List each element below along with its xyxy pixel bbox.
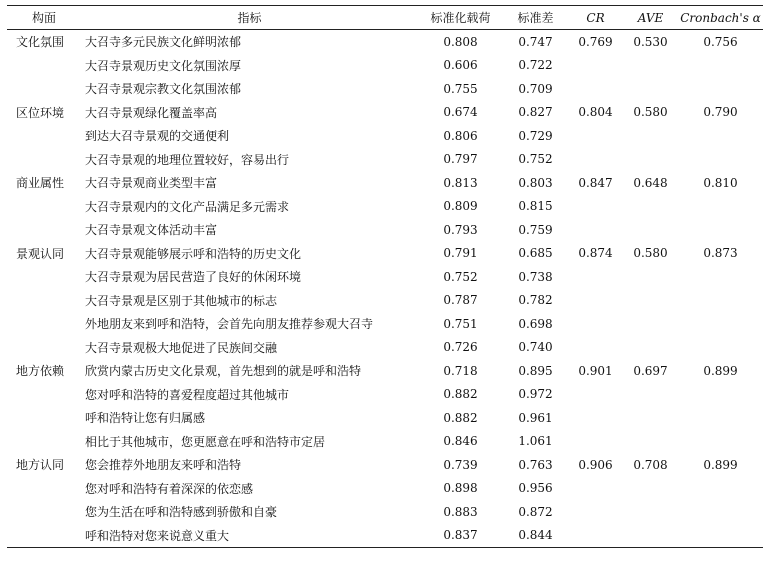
- cell-dimension: [7, 148, 81, 172]
- cell-std: 0.752: [518, 152, 553, 167]
- cell-loading: 0.882: [443, 387, 478, 402]
- cell-std: 0.972: [518, 387, 553, 402]
- cell-std: 0.895: [518, 363, 553, 378]
- cell-std: 0.709: [518, 81, 553, 96]
- cell-cronbach-alpha: [678, 383, 763, 407]
- cell-loading: 0.674: [443, 105, 478, 120]
- cell-dimension: [7, 265, 81, 289]
- cell-std: 0.872: [518, 504, 553, 519]
- cell-cr: [568, 524, 623, 548]
- cell-dimension: 商业属性: [16, 176, 65, 191]
- cell-std: 0.782: [518, 293, 553, 308]
- cell-indicator: 大召寺景观是区别于其他城市的标志: [85, 293, 278, 308]
- cell-cr: [568, 265, 623, 289]
- cell-cronbach-alpha: 0.899: [703, 363, 738, 378]
- cell-ave: [623, 383, 678, 407]
- cell-std: 0.844: [503, 524, 568, 548]
- cell-cronbach-alpha: [678, 265, 763, 289]
- header-ave: AVE: [623, 6, 678, 30]
- cell-indicator: 大召寺景观绿化覆盖率高: [85, 105, 218, 120]
- cell-ave: [623, 500, 678, 524]
- cell-std: 0.747: [518, 34, 553, 49]
- cell-loading: 0.726: [443, 340, 478, 355]
- cell-cronbach-alpha: [678, 336, 763, 360]
- cell-ave: [623, 406, 678, 430]
- cell-cr: [568, 77, 623, 101]
- cell-std: 0.740: [518, 340, 553, 355]
- cell-dimension: [7, 336, 81, 360]
- cell-ave: 0.530: [633, 34, 668, 49]
- cell-dimension: [7, 500, 81, 524]
- cell-cr: 0.901: [578, 363, 613, 378]
- cell-dimension: 地方认同: [16, 458, 65, 473]
- cell-ave: 0.648: [633, 175, 668, 190]
- table-row: [7, 289, 763, 313]
- cell-cr: [568, 195, 623, 219]
- header-indicator: 指标: [81, 6, 418, 30]
- cell-std: 0.815: [518, 199, 553, 214]
- cell-cronbach-alpha: [678, 124, 763, 148]
- cell-dimension: [7, 218, 81, 242]
- cell-dimension: [7, 195, 81, 219]
- cell-cronbach-alpha: [678, 77, 763, 101]
- cell-indicator: 到达大召寺景观的交通便利: [85, 129, 230, 144]
- cell-loading: 0.883: [443, 504, 478, 519]
- cell-ave: [623, 265, 678, 289]
- cell-cronbach-alpha: [678, 477, 763, 501]
- cell-loading: 0.606: [443, 58, 478, 73]
- cell-indicator: 大召寺景观宗教文化氛围浓郁: [85, 82, 242, 97]
- table-row: [7, 477, 763, 501]
- cell-loading: 0.846: [443, 434, 478, 449]
- cell-indicator: 欣赏内蒙古历史文化景观，首先想到的就是呼和浩特: [85, 364, 362, 379]
- cell-cr: [568, 289, 623, 313]
- cell-cronbach-alpha: 0.873: [703, 246, 738, 261]
- cell-indicator: 大召寺多元民族文化鲜明浓郁: [85, 35, 242, 50]
- cell-ave: 0.580: [633, 105, 668, 120]
- cell-indicator: 大召寺景观能够展示呼和浩特的历史文化: [85, 246, 302, 261]
- cell-std: 0.763: [518, 457, 553, 472]
- table-row: [7, 195, 763, 219]
- cell-cr: [568, 54, 623, 78]
- cell-dimension: 地方依赖: [16, 364, 65, 379]
- cell-indicator: 呼和浩特让您有归属感: [85, 411, 206, 426]
- cell-dimension: [7, 406, 81, 430]
- cell-indicator: 大召寺景观文体活动丰富: [85, 223, 218, 238]
- table-row: [7, 148, 763, 172]
- cell-cronbach-alpha: [678, 524, 763, 548]
- cell-ave: [623, 124, 678, 148]
- table-row: [7, 430, 763, 454]
- header-dimension: 构面: [7, 6, 81, 30]
- table-row: [7, 383, 763, 407]
- cell-ave: 0.708: [633, 457, 668, 472]
- cell-cronbach-alpha: [678, 430, 763, 454]
- cell-cronbach-alpha: 0.899: [703, 457, 738, 472]
- cell-dimension: [7, 54, 81, 78]
- table-row: [7, 54, 763, 78]
- cell-cronbach-alpha: [678, 54, 763, 78]
- cell-cr: [568, 312, 623, 336]
- cell-indicator: 您会推荐外地朋友来呼和浩特: [85, 458, 242, 473]
- table-row: [7, 500, 763, 524]
- cell-dimension: 区位环境: [16, 105, 65, 120]
- cell-dimension: [7, 477, 81, 501]
- cell-cr: [568, 430, 623, 454]
- cell-loading: 0.755: [443, 81, 478, 96]
- cell-dimension: 文化氛围: [16, 35, 65, 50]
- cell-std: 0.956: [518, 481, 553, 496]
- cell-cronbach-alpha: [678, 289, 763, 313]
- table-row: [7, 312, 763, 336]
- header-cronbach-alpha: Cronbach's α: [678, 6, 763, 30]
- header-loading: 标准化载荷: [418, 6, 503, 30]
- cell-dimension: [7, 312, 81, 336]
- cell-loading: 0.751: [443, 316, 478, 331]
- cell-ave: [623, 218, 678, 242]
- cell-cronbach-alpha: 0.790: [703, 105, 738, 120]
- cell-indicator: 您对呼和浩特的喜爱程度超过其他城市: [85, 387, 290, 402]
- cell-std: 0.827: [518, 105, 553, 120]
- cell-cr: [568, 218, 623, 242]
- cell-std: 0.759: [518, 222, 553, 237]
- cell-dimension: 景观认同: [16, 246, 65, 261]
- cell-std: 0.698: [518, 316, 553, 331]
- cell-cronbach-alpha: [678, 195, 763, 219]
- cell-cronbach-alpha: 0.810: [703, 175, 738, 190]
- cell-cronbach-alpha: 0.756: [703, 34, 738, 49]
- cell-cr: 0.769: [578, 34, 613, 49]
- cell-ave: [623, 477, 678, 501]
- cell-cr: [568, 406, 623, 430]
- cell-cronbach-alpha: [678, 406, 763, 430]
- cell-indicator: 大召寺景观内的文化产品满足多元需求: [85, 199, 290, 214]
- table-row: [7, 77, 763, 101]
- cell-ave: [623, 289, 678, 313]
- table-row: [7, 524, 763, 548]
- cell-loading: 0.718: [443, 363, 478, 378]
- cell-loading: 0.806: [443, 128, 478, 143]
- cell-std: 0.961: [518, 410, 553, 425]
- table-row: [7, 101, 763, 125]
- cell-loading: 0.837: [418, 524, 503, 548]
- cell-cr: 0.874: [578, 246, 613, 261]
- cell-loading: 0.797: [443, 152, 478, 167]
- cell-cronbach-alpha: [678, 148, 763, 172]
- table-row: [7, 453, 763, 477]
- table-row: [7, 124, 763, 148]
- cell-indicator: 大召寺景观的地理位置较好，容易出行: [85, 152, 290, 167]
- cell-loading: 0.752: [443, 269, 478, 284]
- cell-indicator: 相比于其他城市，您更愿意在呼和浩特市定居: [85, 434, 326, 449]
- cell-std: 0.685: [518, 246, 553, 261]
- cell-cr: [568, 500, 623, 524]
- cell-indicator: 外地朋友来到呼和浩特，会首先向朋友推荐参观大召寺: [85, 317, 374, 332]
- cell-indicator: 呼和浩特对您来说意义重大: [81, 524, 418, 548]
- cell-cr: [568, 148, 623, 172]
- cell-cr: [568, 124, 623, 148]
- cell-std: 0.738: [518, 269, 553, 284]
- cell-loading: 0.808: [443, 34, 478, 49]
- cell-cr: 0.847: [578, 175, 613, 190]
- cell-indicator: 大召寺景观历史文化氛围浓厚: [85, 58, 242, 73]
- cell-loading: 0.793: [443, 222, 478, 237]
- cell-cr: [568, 383, 623, 407]
- cell-ave: [623, 77, 678, 101]
- cell-indicator: 大召寺景观极大地促进了民族间交融: [85, 340, 278, 355]
- cell-std: 0.722: [518, 58, 553, 73]
- cell-cr: [568, 477, 623, 501]
- cell-loading: 0.882: [443, 410, 478, 425]
- header-std: 标准差: [503, 6, 568, 30]
- table-row: [7, 406, 763, 430]
- header-row: [7, 6, 763, 30]
- cell-ave: 0.697: [633, 363, 668, 378]
- table-row: [7, 242, 763, 266]
- cell-indicator: 您对呼和浩特有着深深的依恋感: [85, 481, 254, 496]
- cell-loading: 0.809: [443, 199, 478, 214]
- cell-ave: [623, 195, 678, 219]
- cell-std: 1.061: [518, 434, 553, 449]
- cell-std: 0.729: [518, 128, 553, 143]
- cell-cronbach-alpha: [678, 500, 763, 524]
- table-row: [7, 218, 763, 242]
- cell-ave: [623, 54, 678, 78]
- cell-indicator: 大召寺景观为居民营造了良好的休闲环境: [85, 270, 302, 285]
- table-row: [7, 30, 763, 54]
- cell-ave: [623, 148, 678, 172]
- table-row: [7, 359, 763, 383]
- cell-indicator: 大召寺景观商业类型丰富: [85, 176, 218, 191]
- cell-ave: [623, 524, 678, 548]
- cell-cronbach-alpha: [678, 218, 763, 242]
- table-row: [7, 265, 763, 289]
- cell-dimension: [7, 124, 81, 148]
- cell-dimension: [7, 77, 81, 101]
- header-cr: CR: [568, 6, 623, 30]
- cell-loading: 0.739: [443, 457, 478, 472]
- cell-std: 0.803: [518, 175, 553, 190]
- cell-dimension: [7, 430, 81, 454]
- table-row: [7, 336, 763, 360]
- cell-ave: [623, 430, 678, 454]
- cell-cr: [568, 336, 623, 360]
- cell-loading: 0.787: [443, 293, 478, 308]
- cell-dimension: [7, 383, 81, 407]
- cell-dimension: [7, 524, 81, 548]
- cell-ave: 0.580: [633, 246, 668, 261]
- cell-loading: 0.813: [443, 175, 478, 190]
- cell-dimension: [7, 289, 81, 313]
- cell-cronbach-alpha: [678, 312, 763, 336]
- measurement-model-table: [7, 5, 763, 548]
- cell-cr: 0.804: [578, 105, 613, 120]
- cell-ave: [623, 336, 678, 360]
- cell-loading: 0.791: [443, 246, 478, 261]
- cell-indicator: 您为生活在呼和浩特感到骄傲和自豪: [85, 505, 278, 520]
- cell-cr: 0.906: [578, 457, 613, 472]
- cell-ave: [623, 312, 678, 336]
- table-row: [7, 171, 763, 195]
- cell-loading: 0.898: [443, 481, 478, 496]
